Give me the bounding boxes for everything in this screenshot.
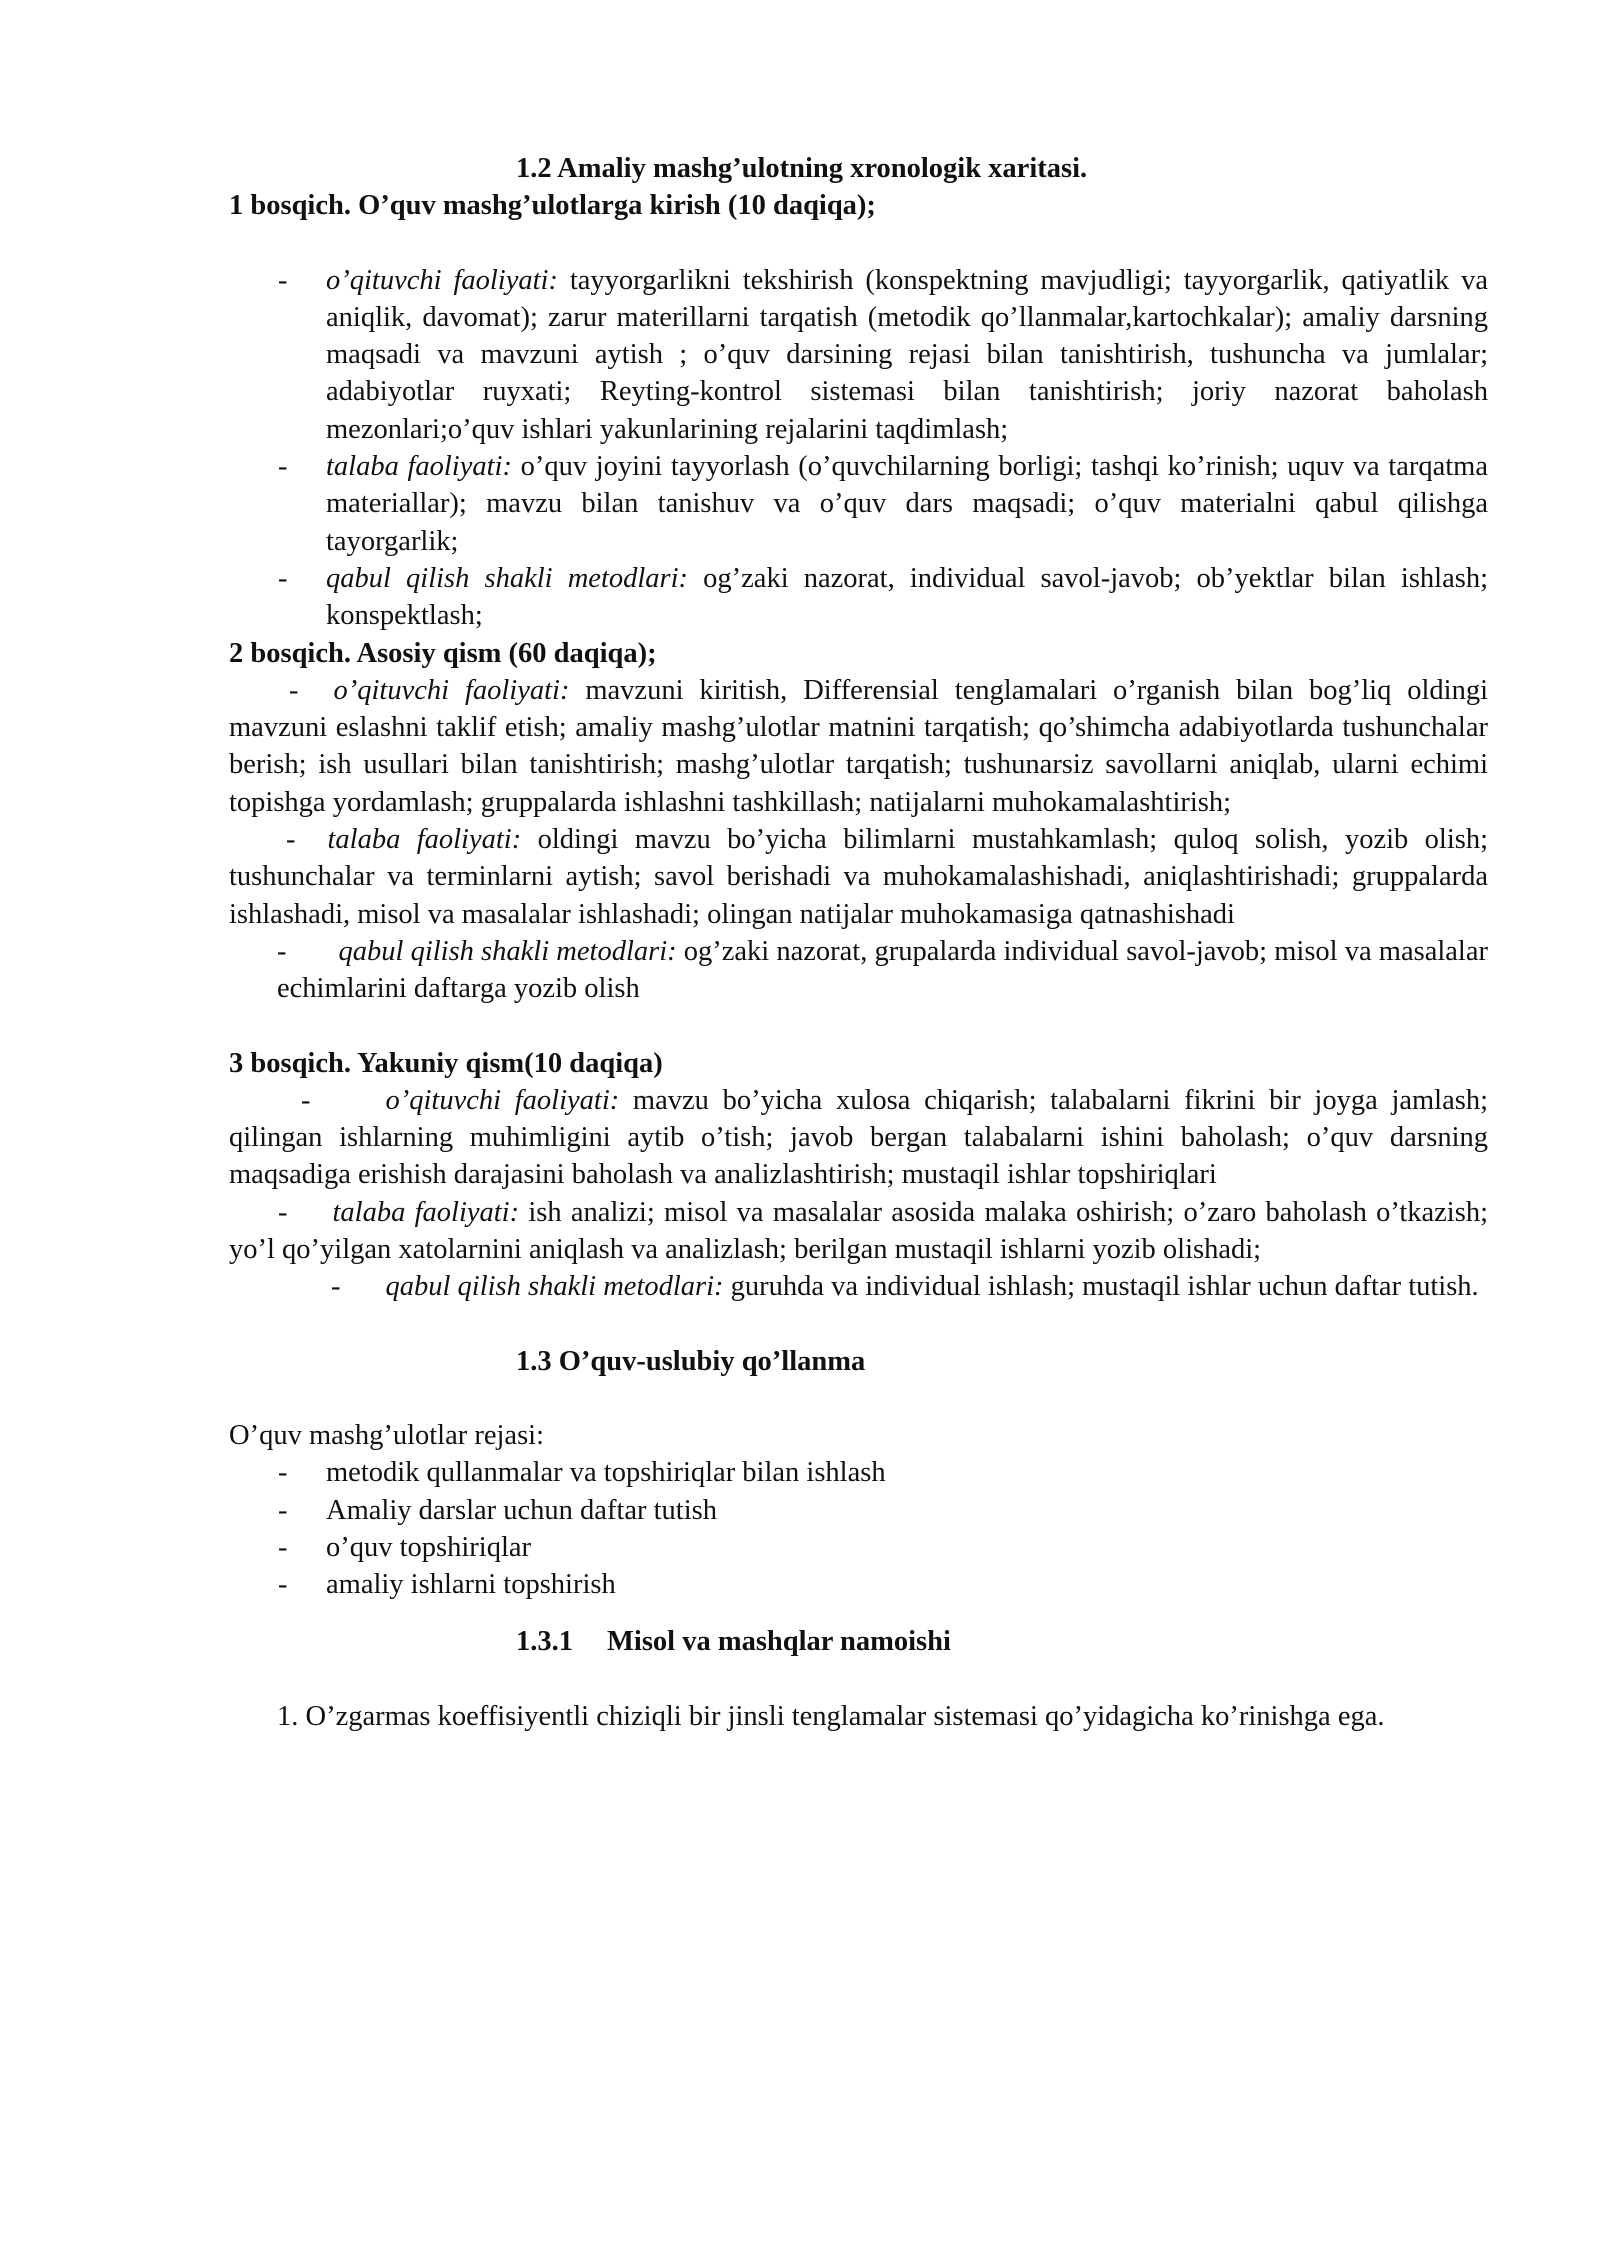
bullet-dash: - <box>278 1196 288 1228</box>
item-label: qabul qilish shakli metodlari: <box>385 1271 724 1303</box>
bullet-dash: - <box>278 451 288 483</box>
section-heading-1-3-1 <box>229 1623 1488 1660</box>
stage3-item-teacher <box>229 1082 1488 1194</box>
stage2-item-teacher <box>229 672 1488 821</box>
bullet-dash: - <box>278 1531 288 1563</box>
stage2-title: 2 bosqich. Asosiy qism (60 daqiqa); <box>229 637 657 669</box>
item-text: mavzuni kiritish, Differensial tenglamalari o’rganish bilan bog’liq oldingi mavzuni eslashni taklif etish; amaliy mashg’ulotlar matnini tarqatish; qo’shimcha adabiyotlarda tushunchalar berish; ish usullari bilan tanishtirish; mashg’ulotlar tarqatish; tushunarsiz savollarni aniqlab, ularni echimi topishga yordamlash; gruppalarda ishlashni tashkillash; natijalarni muhokamalashtirish; <box>229 674 1488 818</box>
stage1-item-student <box>229 448 1488 560</box>
bullet-dash: - <box>301 1084 311 1116</box>
heading-title: Misol va mashqlar namoishi <box>607 1626 951 1658</box>
item-text: mavzu bo’yicha xulosa chiqarish; talabalarni fikrini bir joyga jamlash; qilingan ishlarning muhimligini aytib o’tish; javob bergan talabalarni ishini baholash; o’quv darsning maqsadiga erishish darajasini baholash va analizlashtirish; mustaqil ishlar topshiriqlari <box>229 1084 1489 1191</box>
item-label: talaba faoliyati: <box>326 451 512 483</box>
item-label: o’qituvchi faoliyati: <box>385 1084 620 1116</box>
bullet-dash: - <box>286 824 296 856</box>
bullet-dash: - <box>289 674 299 706</box>
bullet-dash: - <box>278 1569 288 1601</box>
item-text: o’quv joyini tayyorlash (o’quvchilarning borligi; tashqi ko’rinish; uquv va tarqatma materiallar); mavzu bilan tanishuv va o’quv dars maqsadi; o’quv materialni qabul qilishga tayorgarlik; <box>326 451 1488 557</box>
item-text: tayyorgarlikni tekshirish (konspektning mavjudligi; tayyorgarlik, qatiyatlik va aniqlik, davomat); zarur materillarni tarqatish (metodik qo’llanmalar,kartochkalar); amaliy darsning maqsadi va mavzuni aytish ; o’quv darsining rejasi bilan tanishtirish, tushuncha va jumlalar; adabiyotlar ruyxati; Reyting-kontrol sistemasi bilan tanishtirish; joriy nazorat baholash mezonlari;o’quv ishlari yakunlarining rejalarini taqdimlash; <box>326 264 1488 445</box>
stage1-title: 1 bosqich. O’quv mashg’ulotlarga kirish (10 daqiqa); <box>229 190 876 222</box>
item-text: ish analizi; misol va masalalar asosida malaka oshirish; o’zaro baholash o’tkazish; yo’l qo’yilgan xatolarnini aniqlash va analizlash; berilgan mustaqil ishlarni yozib olishadi; <box>229 1196 1488 1266</box>
plan-item-text: Amaliy darslar uchun daftar tutish <box>326 1494 717 1526</box>
plan-item <box>229 1454 1488 1491</box>
document-body <box>229 150 1488 1735</box>
plan-item-text: amaliy ishlarni topshirish <box>326 1569 616 1601</box>
item-label: qabul qilish shakli metodlari: <box>326 562 689 594</box>
item-text: og’zaki nazorat, individual savol-javob; ob’yektlar bilan ishlash; konspektlash; <box>326 562 1488 632</box>
stage3-item-student <box>229 1194 1488 1269</box>
plan-item <box>229 1529 1488 1566</box>
stage3-item-methods <box>229 1268 1488 1305</box>
item-label: o’qituvchi faoliyati: <box>326 264 558 296</box>
item-text: og’zaki nazorat, grupalarda individual savol-javob; misol va masalalar echimlarini daftarga yozib olish <box>277 935 1488 1005</box>
stage1-item-methods <box>229 560 1488 635</box>
bullet-dash: - <box>331 1271 341 1303</box>
section-heading-1-2: 1.2 Amaliy mashg’ulotning xronologik xaritasi. <box>516 153 1088 184</box>
bullet-dash: - <box>278 1494 288 1526</box>
bullet-dash: - <box>277 935 287 967</box>
item-text: guruhda va individual ishlash; mustaqil ishlar uchun daftar tutish. <box>723 1271 1479 1303</box>
plan-intro: O’quv mashg’ulotlar rejasi: <box>229 1419 545 1451</box>
item-label: talaba faoliyati: <box>332 1196 520 1228</box>
stage2-item-student <box>229 821 1488 933</box>
stage2-item-methods <box>277 933 1488 1008</box>
stage1-item-teacher <box>229 262 1488 448</box>
section-heading-1-3: 1.3 O’quv-uslubiy qo’llanma <box>516 1345 866 1377</box>
plan-item <box>229 1566 1488 1603</box>
plan-item-text: metodik qullanmalar va topshiriqlar bilan ishlash <box>326 1457 886 1489</box>
item-label: o’qituvchi faoliyati: <box>333 674 570 706</box>
plan-item <box>229 1492 1488 1529</box>
bullet-dash: - <box>278 1457 288 1489</box>
stage3-title: 3 bosqich. Yakuniy qism(10 daqiqa) <box>229 1047 663 1079</box>
item-label: qabul qilish shakli metodlari: <box>338 935 677 967</box>
item-text: oldingi mavzu bo’yicha bilimlarni mustahkamlash; quloq solish, yozib olish; tushunchalar va terminlarni aytish; savol berishadi va muhokamalashishadi, aniqlashtirishadi; gruppalarda ishlashadi, misol va masalalar ishlashadi; olingan natijalar muhokamasiga qatnashishadi <box>229 824 1488 930</box>
bullet-dash: - <box>278 562 288 594</box>
heading-number: 1.3.1 <box>516 1626 573 1658</box>
plan-item-text: o’quv topshiriqlar <box>326 1531 532 1563</box>
example-1-text: 1. O’zgarmas koeffisiyentli chiziqli bir jinsli tenglamalar sistemasi qo’yidagicha ko’rinishga ega. <box>277 1700 1385 1732</box>
bullet-dash: - <box>278 264 288 296</box>
item-label: talaba faoliyati: <box>327 824 522 856</box>
